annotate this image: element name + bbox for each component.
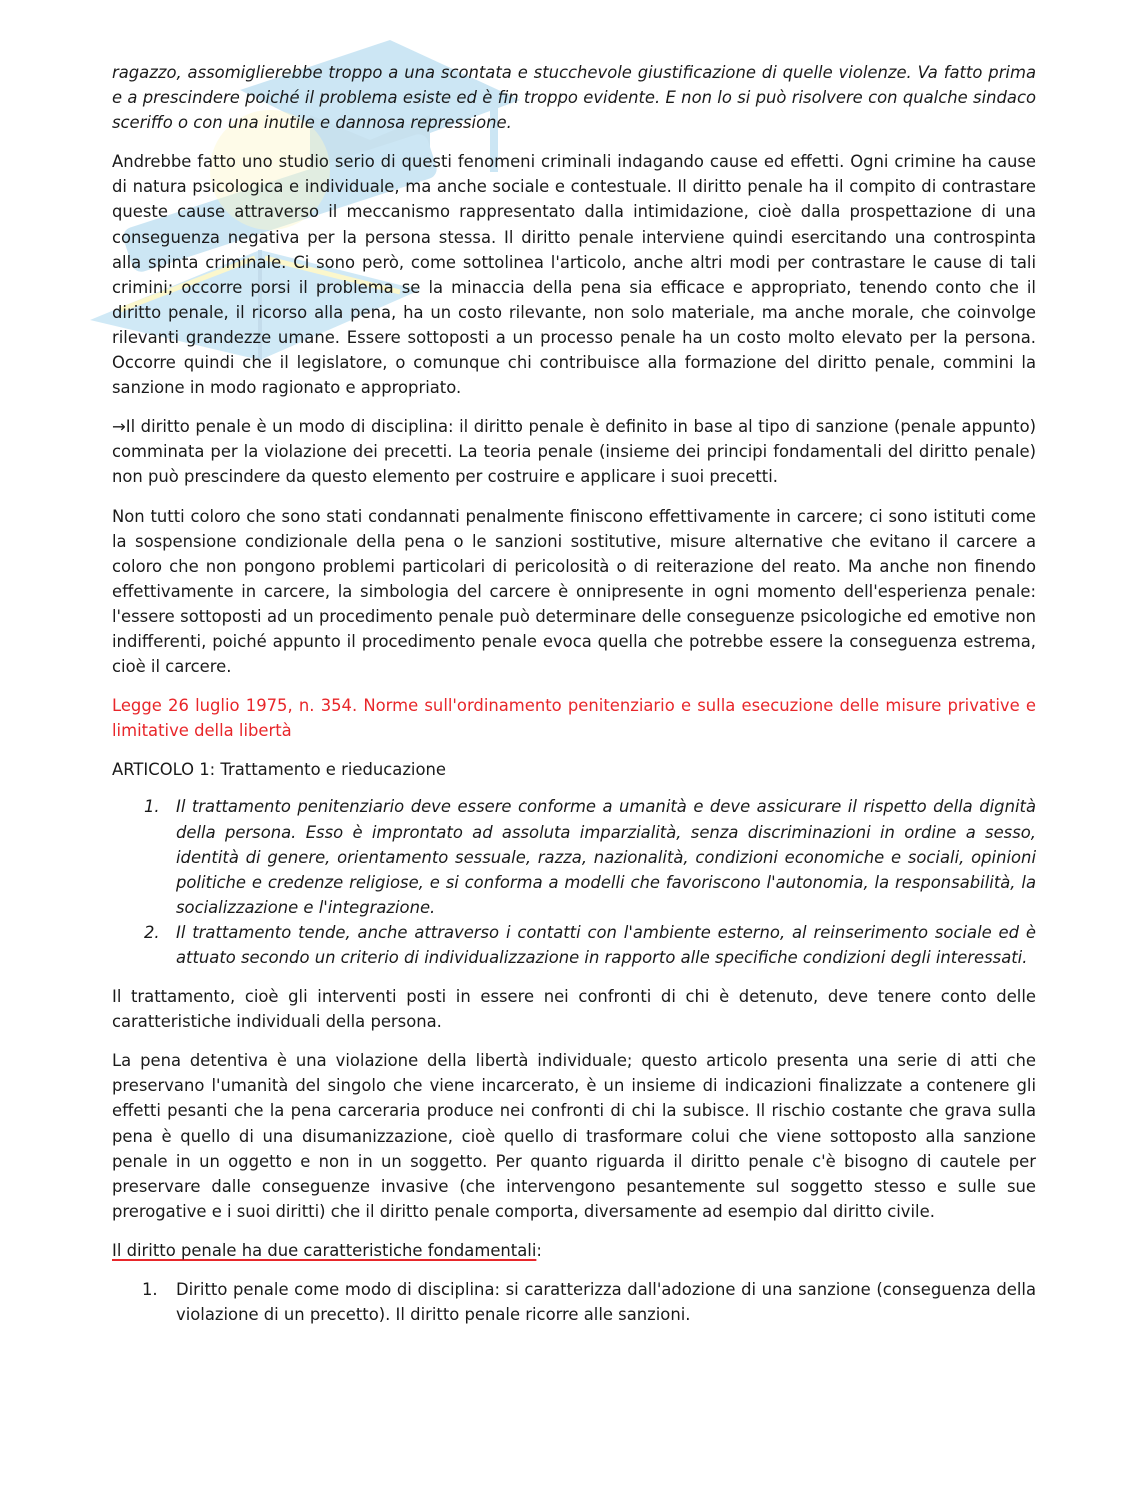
article-items-list	[112, 794, 1036, 970]
paragraph-causes: Andrebbe fatto uno studio serio di questi fenomeni criminali indagando cause ed effetti. Ogni crimine ha cause di natura psicologica e individuale, ma anche sociale e contestuale. Il diritto penale ha il compito di contrastare queste cause attraverso il meccanismo rappresentato dalla intimidazione, cioè dalla prospettazione di una conseguenza negativa per la persona stessa. Il diritto penale interviene quindi esercitando una controspinta alla spinta criminale. Ci sono però, come sottolinea l'articolo, anche altri modi per contrastare le cause di tali crimini; occorre porsi il problema se la minaccia della pena sia efficace e appropriato, tenendo conto che il diritto penale, il ricorso alla pena, ha un costo rilevante, non solo materiale, ma anche morale, che coinvolge rilevanti grandezze umane. Essere sottoposti a un processo penale ha un costo molto elevato per la persona. Occorre quindi che il legislatore, o comunque chi contribuisce alla formazione del diritto penale, commini la sanzione in modo ragionato e appropriato.	[112, 152, 1036, 398]
intro-paragraph: ragazzo, assomiglierebbe troppo a una scontata e stucchevole giustificazione di quelle violenze. Va fatto prima e a prescindere poiché il problema esiste ed è fin troppo evidente. E non lo si può risolvere con qualche sindaco sceriffo o con una inutile e dannosa repressione.	[112, 63, 1036, 133]
characteristics-heading: Il diritto penale ha due caratteristiche fondamentali	[112, 1240, 537, 1260]
list-item-text: Diritto penale come modo di disciplina: si caratterizza dall'adozione di una sanzione (conseguenza della violazione di un precetto). Il diritto penale ricorre alle sanzioni.	[176, 1280, 1036, 1325]
characteristics-list	[112, 1277, 1036, 1327]
paragraph-detention: La pena detentiva è una violazione della libertà individuale; questo articolo presenta una serie di atti che preservano l'umanità del singolo che viene incarcerato, è un insieme di indicazioni finalizzate a contenere gli effetti pesanti che la pena carceraria produce nei confronti di chi la subisce. Il rischio costante che grava sulla pena è quello di una disumanizzazione, cioè quello di trasformare colui che viene sottoposto alla sanzione penale in un oggetto e non in un soggetto. Per quanto riguarda il diritto penale c'è bisogno di cautele per preservare dalle conseguenze invasive (che intervengono pesantemente sul soggetto stesso e sulle sue prerogative e i suoi diritti) che il diritto penale comporta, diversamente ad esempio dal diritto civile.	[112, 1051, 1036, 1221]
paragraph-discipline: →Il diritto penale è un modo di disciplina: il diritto penale è definito in base al tipo di sanzione (penale appunto) comminata per la violazione dei precetti. La teoria penale (insieme dei principi fondamentali del diritto penale) non può prescindere da questo elemento per costruire e applicare i suoi precetti.	[112, 417, 1036, 487]
list-item-text: Il trattamento tende, anche attraverso i contatti con l'ambiente esterno, al reinserimento sociale ed è attuato secondo un criterio di individualizzazione in rapporto alle specifiche condizioni degli interessati.	[176, 922, 1036, 967]
list-item-number: 1.	[142, 1280, 158, 1300]
list-item-number: 1.	[144, 797, 160, 817]
list-item	[112, 794, 1036, 919]
paragraph-prison-symbolism: Non tutti coloro che sono stati condannati penalmente finiscono effettivamente in carcere; ci sono istituti come la sospensione condizionale della pena o le sanzioni sostitutive, misure alternative che evitano il carcere a coloro che non pongono problemi particolari di pericolosità o di reiterazione del reato. Ma anche non finendo effettivamente in carcere, la simbologia del carcere è onnipresente in ogni momento dell'esperienza penale: l'essere sottoposti ad un procedimento penale può determinare delle conseguenze psicologiche ed emotive non indifferenti, poiché appunto il procedimento penale evoca quella che potrebbe essere la conseguenza estrema, cioè il carcere.	[112, 506, 1036, 677]
list-item-number: 2.	[144, 922, 160, 942]
article-heading: ARTICOLO 1: Trattamento e rieducazione	[112, 760, 446, 780]
list-item-text: Il trattamento penitenziario deve essere conforme a umanità e deve assicurare il rispetto della dignità della persona. Esso è improntato ad assoluta imparzialità, senza discriminazioni in ordine a sesso, identità di genere, orientamento sessuale, razza, nazionalità, condizioni economiche e sociali, opinioni politiche e credenze religiose, e si conforma a modelli che favoriscono l'autonomia, la responsabilità, la socializzazione e l'integrazione.	[176, 797, 1036, 917]
list-item	[112, 1277, 1036, 1327]
characteristics-heading-line	[112, 1238, 1036, 1263]
characteristics-colon: :	[536, 1240, 542, 1260]
document-page	[112, 60, 1036, 1341]
paragraph-treatment: Il trattamento, cioè gli interventi posti in essere nei confronti di chi è detenuto, deve tenere conto delle caratteristiche individuali della persona.	[112, 987, 1036, 1032]
law-title: Legge 26 luglio 1975, n. 354. Norme sull'ordinamento penitenziario e sulla esecuzione delle misure privative e limitative della libertà	[112, 696, 1036, 741]
list-item	[112, 920, 1036, 970]
